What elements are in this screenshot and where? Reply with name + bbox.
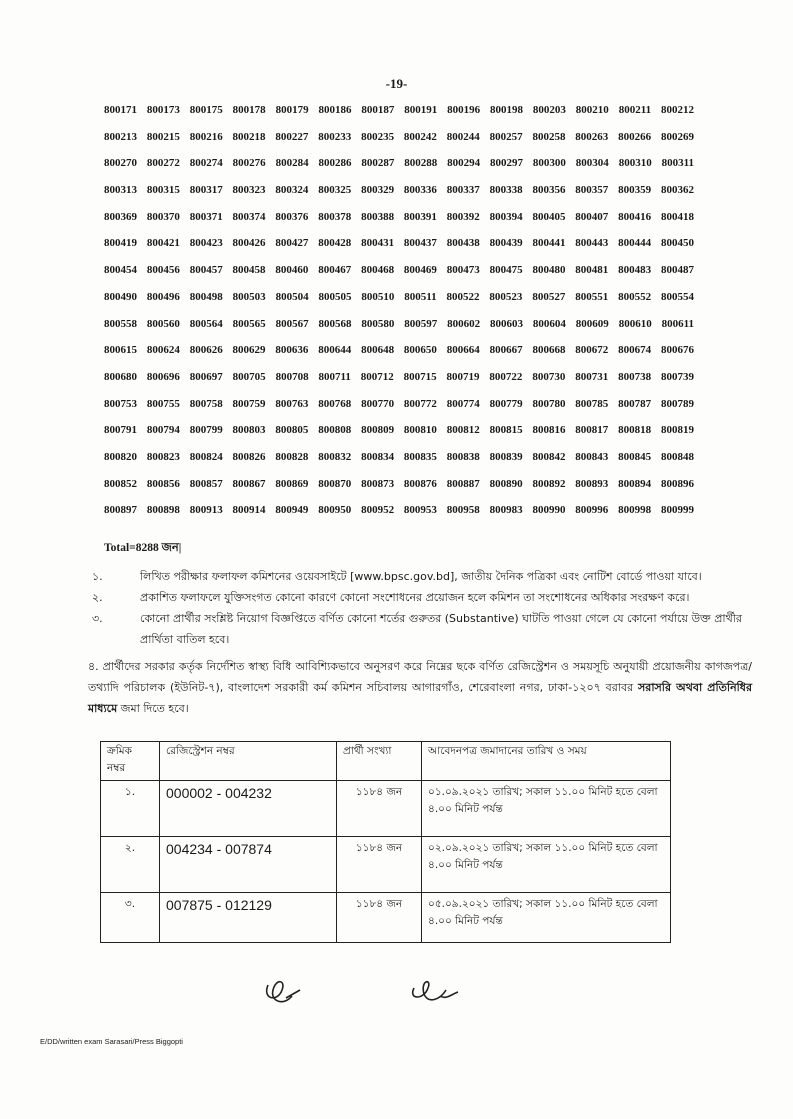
roll-number: 800369 — [104, 210, 137, 223]
roll-row — [104, 124, 694, 151]
roll-number: 800818 — [618, 424, 652, 437]
roll-number: 800876 — [403, 477, 437, 490]
roll-number: 800852 — [104, 477, 137, 490]
roll-number: 800785 — [575, 397, 609, 410]
roll-number: 800270 — [104, 157, 137, 170]
roll-number: 800983 — [489, 504, 523, 517]
cell-registration: 000002 - 004232 — [160, 781, 337, 837]
roll-number: 800437 — [403, 237, 437, 250]
roll-number: 800416 — [618, 210, 652, 223]
roll-number: 800362 — [660, 184, 694, 197]
roll-number: 800892 — [532, 477, 566, 490]
roll-number: 800755 — [146, 397, 180, 410]
cell-serial: ১. — [101, 781, 160, 837]
roll-number: 800805 — [275, 424, 309, 437]
roll-number: 800603 — [490, 317, 524, 330]
roll-number: 800522 — [446, 290, 480, 303]
table-row — [101, 837, 671, 893]
roll-number: 800731 — [575, 370, 609, 383]
roll-number: 800893 — [575, 477, 609, 490]
roll-number: 800996 — [575, 504, 609, 517]
roll-number: 800426 — [232, 237, 266, 250]
signature-right — [413, 982, 458, 1000]
roll-number: 800329 — [361, 184, 395, 197]
roll-number: 800284 — [275, 157, 309, 170]
roll-row — [104, 311, 694, 338]
roll-number: 800890 — [489, 477, 523, 490]
roll-number: 800650 — [403, 344, 437, 357]
roll-number: 800610 — [618, 317, 652, 330]
roll-number: 800210 — [575, 104, 609, 116]
roll-row — [104, 417, 694, 444]
roll-number: 800753 — [104, 397, 137, 410]
roll-number: 800791 — [104, 424, 137, 437]
roll-number: 800697 — [189, 370, 223, 383]
roll-number: 800843 — [575, 450, 609, 463]
roll-number: 800772 — [403, 397, 437, 410]
roll-number: 800857 — [189, 477, 223, 490]
roll-number: 800815 — [489, 424, 523, 437]
roll-number: 800431 — [361, 237, 395, 250]
roll-number: 800554 — [660, 290, 694, 303]
roll-number: 800817 — [575, 424, 609, 437]
roll-number: 800870 — [318, 477, 352, 490]
roll-number: 800887 — [446, 477, 480, 490]
roll-number: 800315 — [146, 184, 180, 197]
roll-number: 800423 — [189, 237, 223, 250]
roll-number: 800869 — [275, 477, 309, 490]
roll-number: 800173 — [146, 104, 180, 116]
roll-number: 800913 — [189, 504, 223, 517]
roll-number: 800580 — [361, 317, 395, 330]
roll-number: 800376 — [275, 210, 309, 223]
roll-number: 800615 — [104, 344, 137, 357]
roll-number: 800418 — [660, 210, 694, 223]
header-registration: রেজিস্ট্রেশন নম্বর — [160, 742, 337, 781]
roll-number: 800636 — [275, 344, 309, 357]
roll-number: 800450 — [660, 237, 694, 250]
roll-number: 800667 — [489, 344, 523, 357]
header-datetime: আবেদনপত্র জমাদানের তারিখ ও সময় — [422, 742, 671, 781]
roll-number: 800914 — [232, 504, 266, 517]
cell-serial: ২. — [101, 837, 160, 893]
roll-number: 800258 — [532, 130, 566, 143]
roll-row — [104, 284, 694, 311]
roll-number: 800480 — [532, 264, 566, 277]
roll-number: 800789 — [660, 397, 694, 410]
roll-number: 800276 — [232, 157, 266, 170]
roll-number: 800739 — [660, 370, 694, 383]
roll-number: 800456 — [146, 264, 180, 277]
roll-number: 800604 — [532, 317, 566, 330]
roll-number: 800371 — [189, 210, 223, 223]
note-text: প্রকাশিত ফলাফলে যুক্তিসংগত কোনো কারণে কোনো সংশোধনের প্রয়োজন হলে কমিশন তা সংশোধনের অধিকার সংরক্ষণ করে। — [140, 591, 690, 604]
header-serial: ক্রমিক নম্বর — [101, 742, 160, 781]
roll-number: 800388 — [361, 210, 395, 223]
total-count: Total=8288 জন| — [104, 542, 182, 554]
roll-number: 800803 — [232, 424, 266, 437]
roll-number: 800626 — [189, 344, 223, 357]
roll-number: 800444 — [618, 237, 652, 250]
roll-number: 800949 — [275, 504, 309, 517]
roll-number: 800719 — [446, 370, 480, 383]
roll-number: 800839 — [489, 450, 523, 463]
roll-number: 800218 — [232, 130, 266, 143]
roll-number: 800171 — [104, 104, 137, 116]
cell-count: ১১৮৪ জন — [337, 837, 422, 893]
roll-number: 800648 — [361, 344, 395, 357]
instruction-text-end: জমা দিতে হবে। — [117, 702, 189, 715]
roll-number: 800467 — [318, 264, 352, 277]
roll-number: 800705 — [232, 370, 266, 383]
roll-number: 800779 — [489, 397, 523, 410]
roll-number: 800809 — [361, 424, 395, 437]
roll-number: 800407 — [575, 210, 609, 223]
roll-number: 800394 — [489, 210, 523, 223]
roll-number: 800504 — [275, 290, 309, 303]
roll-number: 800469 — [403, 264, 437, 277]
roll-number: 800551 — [575, 290, 609, 303]
roll-number: 800460 — [275, 264, 309, 277]
roll-number: 800300 — [532, 157, 566, 170]
signatures — [0, 960, 793, 1020]
roll-number: 800819 — [660, 424, 694, 437]
roll-number: 800565 — [232, 317, 266, 330]
table-header-row — [101, 742, 671, 781]
roll-number-list — [104, 97, 694, 524]
roll-number: 800338 — [489, 184, 523, 197]
cell-count: ১১৮৪ জন — [337, 781, 422, 837]
roll-number: 800664 — [446, 344, 480, 357]
roll-number: 800712 — [360, 370, 394, 383]
roll-number: 800668 — [532, 344, 566, 357]
roll-number: 800523 — [489, 290, 523, 303]
roll-number: 800215 — [146, 130, 180, 143]
roll-number: 800832 — [318, 450, 352, 463]
roll-number: 800317 — [189, 184, 223, 197]
roll-number: 800244 — [446, 130, 480, 143]
roll-number: 800624 — [146, 344, 180, 357]
note-number: ১. — [92, 570, 103, 583]
roll-number: 800175 — [189, 104, 223, 116]
note-text: কোনো প্রার্থীর সংশ্লিষ্ট নিয়োগ বিজ্ঞপ্তিতে বর্ণিত কোনো শর্তের গুরুতর (Substantive) ঘাটতি পাওয়া গেলে যে কোনো পর্যায়ে উক্ত প্রার্থীর প্রার্থিতা বাতিল হবে। — [140, 612, 742, 646]
roll-number: 800212 — [660, 104, 694, 116]
roll-number: 800568 — [318, 317, 352, 330]
signature-left — [267, 982, 300, 1002]
roll-number: 800897 — [104, 504, 137, 517]
roll-number: 800421 — [146, 237, 180, 250]
roll-row — [104, 177, 694, 204]
roll-number: 800763 — [275, 397, 309, 410]
roll-number: 800313 — [104, 184, 137, 197]
instruction-text: ৪. প্রার্থীদের সরকার কর্তৃক নির্দেশিত স্বাস্থ্য বিধি আবিশ্যিকভাবে অনুসরণ করে নিম্নের ছকে বর্ণিত রেজিস্ট্রেশন ও সময়সূচি অনুযায়ী প্রয়োজনীয় কাগজপত্র/তথ্যাদি পরিচালক (ইউনিট-৭), বাংলাদেশ সরকারী কর্ম কমিশন সচিবালয় আগারগাঁও, শেরেবাংলা নগর, ঢাকা-১২০৭ বরাবর — [88, 660, 752, 694]
roll-number: 800696 — [146, 370, 180, 383]
signatures-svg — [0, 960, 793, 1020]
note-number: ৩. — [92, 612, 103, 625]
roll-number: 800560 — [146, 317, 180, 330]
cell-datetime: ০৫.০৯.২০২১ তারিখ; সকাল ১১.০০ মিনিট হতে বেলা ৪.০০ মিনিট পর্যন্ত — [422, 893, 671, 943]
roll-number: 800848 — [660, 450, 694, 463]
roll-number: 800810 — [403, 424, 437, 437]
roll-number: 800213 — [104, 130, 137, 143]
roll-number: 800242 — [403, 130, 437, 143]
cell-datetime: ০২.০৯.২০২১ তারিখ; সকাল ১১.০০ মিনিট হতে বেলা ৪.০০ মিনিট পর্যন্ত — [422, 837, 671, 893]
roll-number: 800780 — [532, 397, 566, 410]
roll-number: 800441 — [532, 237, 566, 250]
roll-number: 800952 — [361, 504, 395, 517]
roll-number: 800179 — [275, 104, 309, 116]
cell-registration: 004234 - 007874 — [160, 837, 337, 893]
roll-number: 800186 — [318, 104, 352, 116]
roll-number: 800473 — [446, 264, 480, 277]
roll-number: 800269 — [660, 130, 694, 143]
roll-number: 800708 — [275, 370, 309, 383]
note-text: লিখিত পরীক্ষার ফলাফল কমিশনের ওয়েবসাইটে [www.bpsc.gov.bd], জাতীয় দৈনিক পত্রিকা এবং নোটিশ বোর্ডে পাওয়া যাবে। — [140, 570, 702, 583]
roll-number: 800808 — [318, 424, 352, 437]
roll-row — [104, 337, 694, 364]
roll-number: 800823 — [146, 450, 180, 463]
roll-number: 800287 — [361, 157, 395, 170]
roll-number: 800311 — [661, 157, 694, 170]
roll-number: 800867 — [232, 477, 266, 490]
roll-number: 800454 — [104, 264, 137, 277]
roll-number: 800211 — [618, 104, 652, 116]
roll-number: 800310 — [618, 157, 652, 170]
roll-number: 800457 — [189, 264, 223, 277]
roll-number: 800774 — [446, 397, 480, 410]
submission-instruction — [88, 656, 752, 719]
note-item — [88, 587, 748, 608]
roll-number: 800272 — [146, 157, 180, 170]
submission-schedule-table — [100, 741, 671, 943]
roll-number: 800567 — [275, 317, 309, 330]
roll-number: 800357 — [575, 184, 609, 197]
roll-number: 800799 — [189, 424, 223, 437]
roll-row — [104, 444, 694, 471]
roll-row — [104, 150, 694, 177]
roll-number: 800323 — [232, 184, 266, 197]
roll-number: 800191 — [404, 104, 438, 116]
roll-number: 800443 — [575, 237, 609, 250]
roll-number: 800286 — [318, 157, 352, 170]
roll-number: 800438 — [446, 237, 480, 250]
cell-datetime: ০১.০৯.২০২১ তারিখ; সকাল ১১.০০ মিনিট হতে বেলা ৪.০০ মিনিট পর্যন্ত — [422, 781, 671, 837]
roll-number: 800233 — [318, 130, 352, 143]
footer-file-code: E/DD/written exam Sarasari/Press Biggopti — [40, 1037, 183, 1046]
table-row — [101, 781, 671, 837]
roll-number: 800873 — [361, 477, 395, 490]
roll-number: 800842 — [532, 450, 566, 463]
roll-number: 800758 — [189, 397, 223, 410]
roll-number: 800950 — [318, 504, 352, 517]
roll-number: 800999 — [660, 504, 694, 517]
roll-number: 800856 — [146, 477, 180, 490]
roll-number: 800820 — [104, 450, 137, 463]
roll-number: 800391 — [403, 210, 437, 223]
roll-number: 800998 — [618, 504, 652, 517]
roll-number: 800203 — [532, 104, 566, 116]
roll-number: 800738 — [618, 370, 652, 383]
roll-number: 800324 — [275, 184, 309, 197]
roll-row — [104, 257, 694, 284]
roll-number: 800896 — [660, 477, 694, 490]
roll-number: 800838 — [446, 450, 480, 463]
roll-number: 800644 — [318, 344, 352, 357]
roll-number: 800953 — [403, 504, 437, 517]
roll-number: 800483 — [618, 264, 652, 277]
roll-number: 800597 — [404, 317, 438, 330]
roll-number: 800676 — [660, 344, 694, 357]
roll-number: 800824 — [189, 450, 223, 463]
roll-number: 800227 — [275, 130, 309, 143]
roll-number: 800257 — [489, 130, 523, 143]
roll-number: 800475 — [489, 264, 523, 277]
roll-number: 800828 — [275, 450, 309, 463]
roll-number: 800794 — [146, 424, 180, 437]
roll-number: 800370 — [146, 210, 180, 223]
roll-number: 800378 — [318, 210, 352, 223]
roll-number: 800405 — [532, 210, 566, 223]
roll-number: 800715 — [403, 370, 437, 383]
roll-number: 800680 — [104, 370, 137, 383]
roll-row — [104, 204, 694, 231]
roll-number: 800629 — [232, 344, 266, 357]
roll-number: 800427 — [275, 237, 309, 250]
roll-number: 800834 — [361, 450, 395, 463]
table-row — [101, 893, 671, 943]
note-item — [88, 608, 748, 650]
page-number: -19- — [385, 76, 408, 91]
roll-number: 800990 — [532, 504, 566, 517]
roll-number: 800325 — [318, 184, 352, 197]
roll-number: 800958 — [446, 504, 480, 517]
roll-number: 800359 — [618, 184, 652, 197]
roll-number: 800235 — [361, 130, 395, 143]
roll-number: 800722 — [489, 370, 523, 383]
roll-number: 800510 — [361, 290, 395, 303]
roll-number: 800826 — [232, 450, 266, 463]
roll-number: 800374 — [232, 210, 266, 223]
roll-number: 800297 — [490, 157, 524, 170]
header-count: প্রার্থী সংখ্যা — [337, 742, 422, 781]
roll-number: 800611 — [661, 317, 694, 330]
cell-registration: 007875 - 012129 — [160, 893, 337, 943]
roll-number: 800770 — [361, 397, 395, 410]
roll-number: 800428 — [318, 237, 352, 250]
roll-number: 800187 — [361, 104, 395, 116]
roll-number: 800216 — [189, 130, 223, 143]
roll-row — [104, 391, 694, 418]
roll-number: 800564 — [189, 317, 223, 330]
roll-number: 800294 — [447, 157, 481, 170]
roll-number: 800505 — [318, 290, 352, 303]
roll-number: 800674 — [618, 344, 652, 357]
roll-number: 800498 — [189, 290, 223, 303]
roll-number: 800356 — [532, 184, 566, 197]
roll-number: 800178 — [232, 104, 266, 116]
roll-number: 800527 — [532, 290, 566, 303]
roll-number: 800759 — [232, 397, 266, 410]
roll-number: 800816 — [532, 424, 566, 437]
roll-number: 800487 — [660, 264, 694, 277]
roll-number: 800337 — [446, 184, 480, 197]
roll-number: 800304 — [575, 157, 609, 170]
roll-number: 800711 — [318, 370, 351, 383]
roll-number: 800835 — [403, 450, 437, 463]
roll-number: 800439 — [489, 237, 523, 250]
notes-list — [88, 566, 748, 650]
roll-number: 800196 — [447, 104, 481, 116]
roll-number: 800490 — [104, 290, 137, 303]
roll-number: 800392 — [446, 210, 480, 223]
roll-number: 800503 — [232, 290, 266, 303]
roll-number: 800812 — [446, 424, 480, 437]
note-number: ২. — [92, 591, 103, 604]
roll-number: 800787 — [618, 397, 652, 410]
roll-number: 800481 — [575, 264, 609, 277]
roll-row — [104, 230, 694, 257]
roll-number: 800898 — [146, 504, 180, 517]
roll-number: 800419 — [104, 237, 137, 250]
roll-row — [104, 471, 694, 498]
roll-number: 800511 — [404, 290, 437, 303]
roll-number: 800552 — [618, 290, 652, 303]
roll-number: 800602 — [447, 317, 481, 330]
roll-number: 800468 — [361, 264, 395, 277]
roll-number: 800845 — [618, 450, 652, 463]
roll-number: 800768 — [318, 397, 352, 410]
roll-row — [104, 497, 694, 524]
roll-number: 800336 — [403, 184, 437, 197]
roll-number: 800198 — [490, 104, 524, 116]
roll-number: 800730 — [532, 370, 566, 383]
roll-number: 800274 — [189, 157, 223, 170]
instruction-emphasis: সরাসরি অথবা প্রতিনিধির মাধ্যমে — [88, 681, 752, 715]
roll-number: 800263 — [575, 130, 609, 143]
roll-number: 800288 — [404, 157, 438, 170]
cell-serial: ৩. — [101, 893, 160, 943]
cell-count: ১১৮৪ জন — [337, 893, 422, 943]
roll-row — [104, 364, 694, 391]
roll-number: 800496 — [146, 290, 180, 303]
roll-row — [104, 97, 694, 124]
roll-number: 800894 — [618, 477, 652, 490]
note-item — [88, 566, 748, 587]
roll-number: 800609 — [575, 317, 609, 330]
roll-number: 800672 — [575, 344, 609, 357]
roll-number: 800266 — [618, 130, 652, 143]
roll-number: 800458 — [232, 264, 266, 277]
roll-number: 800558 — [104, 317, 137, 330]
